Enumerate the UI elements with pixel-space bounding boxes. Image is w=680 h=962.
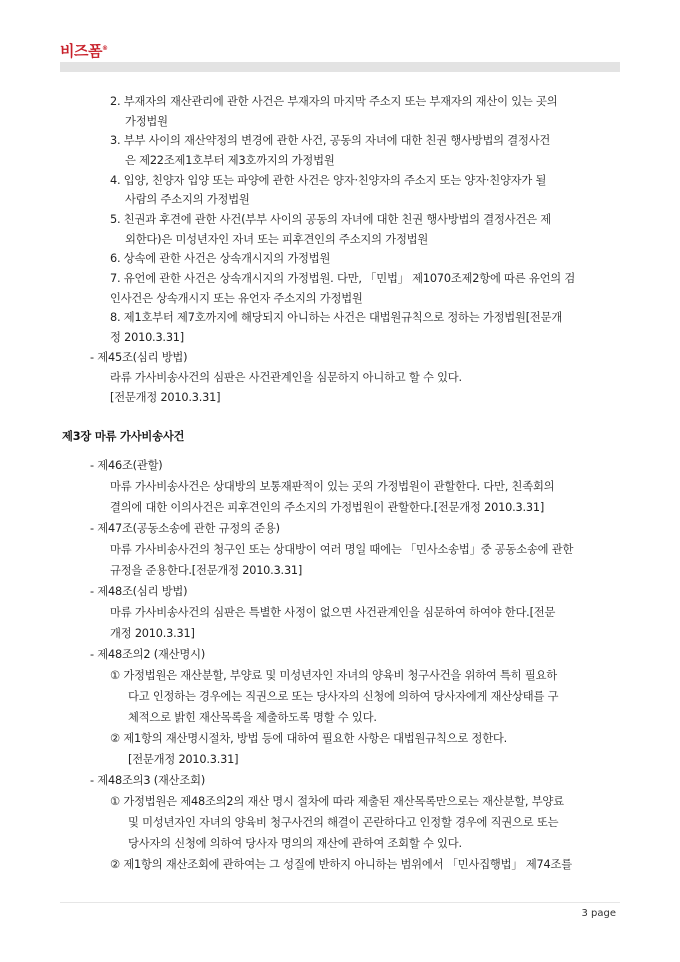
list-item-8-cont: 정 2010.3.31]	[110, 331, 185, 344]
article-48-3-heading: - 제48조의3 (재산조회)	[90, 774, 206, 787]
list-item-6: 6. 상속에 관한 사건은 상속개시지의 가정법원	[110, 252, 331, 265]
article-48-3-para-2: ② 제1항의 재산조회에 관하여는 그 성질에 반하지 아니하는 범위에서 「민사집행법」 제74조를	[110, 858, 572, 871]
bizform-logo	[60, 40, 107, 61]
article-45-body: 라류 가사비송사건의 심판은 사건관계인을 심문하지 아니하고 할 수 있다.	[110, 371, 462, 384]
list-item-4: 4. 입양, 친양자 입양 또는 파양에 관한 사건은 양자·친양자의 주소지 또는 양자·친양자가 될	[110, 174, 547, 187]
article-45-revision: [전문개정 2010.3.31]	[110, 391, 221, 404]
article-47-body-1: 마류 가사비송사건의 청구인 또는 상대방이 여러 명일 때에는 「민사소송법」중 공동소송에 관한	[110, 543, 574, 556]
article-46-body-2: 결의에 대한 이의사건은 피후견인의 주소지의 가정법원이 관할한다.[전문개정 2010.3.31]	[110, 501, 545, 514]
list-item-5-cont: 외한다)은 미성년자인 자녀 또는 피후견인의 주소지의 가정법원	[125, 233, 429, 246]
article-48-body-2: 개정 2010.3.31]	[110, 627, 195, 640]
article-48-3-para-1-cont: 및 미성년자인 자녀의 양육비 청구사건의 해결이 곤란하다고 인정할 경우에 직권으로 또는	[128, 816, 559, 829]
list-item-3: 3. 부부 사이의 재산약정의 변경에 관한 사건, 공동의 자녀에 대한 친권 행사방법의 결정사건	[110, 134, 551, 147]
chapter-3-heading: 제3장 마류 가사비송사건	[62, 430, 185, 443]
page-number: 3 page	[581, 908, 616, 919]
article-47-body-2: 규정을 준용한다.[전문개정 2010.3.31]	[110, 564, 303, 577]
article-48-2-heading: - 제48조의2 (재산명시)	[90, 648, 206, 661]
article-48-2-para-1: ① 가정법원은 재산분할, 부양료 및 미성년자인 자녀의 양육비 청구사건을 위하여 특히 필요하	[110, 669, 557, 682]
article-48-heading: - 제48조(심리 방법)	[90, 585, 188, 598]
list-item-4-cont: 사람의 주소지의 가정법원	[125, 193, 250, 206]
list-item-3-cont: 은 제22조제1호부터 제3호까지의 가정법원	[125, 154, 335, 167]
article-48-body-1: 마류 가사비송사건의 심판은 특별한 사정이 없으면 사건관계인을 심문하여 하여야 한다.[전문	[110, 606, 556, 619]
article-47-heading: - 제47조(공동소송에 관한 규정의 준용)	[90, 522, 280, 535]
article-48-3-para-1-cont: 당사자의 신청에 의하여 당사자 명의의 재산에 관하여 조회할 수 있다.	[128, 837, 462, 850]
header-bar	[60, 62, 620, 72]
list-item-8: 8. 제1호부터 제7호까지에 해당되지 아니하는 사건은 대법원규칙으로 정하는 가정법원[전문개	[110, 311, 563, 324]
article-48-2-revision: [전문개정 2010.3.31]	[128, 753, 239, 766]
logo-text: 비즈폼	[60, 42, 102, 60]
list-item-2-cont: 가정법원	[125, 115, 168, 128]
article-45-heading: - 제45조(심리 방법)	[90, 351, 188, 364]
article-48-2-para-1-cont: 다고 인정하는 경우에는 직권으로 또는 당사자의 신청에 의하여 당사자에게 재산상태를 구	[128, 690, 559, 703]
list-item-5: 5. 친권과 후견에 관한 사건(부부 사이의 공동의 자녀에 대한 친권 행사방법의 결정사건은 제	[110, 213, 551, 226]
list-item-7: 7. 유언에 관한 사건은 상속개시지의 가정법원. 다만, 「민법」 제1070조제2항에 따른 유언의 검	[110, 272, 576, 285]
article-48-3-para-1: ① 가정법원은 제48조의2의 재산 명시 절차에 따라 제출된 재산목록만으로는 재산분할, 부양료	[110, 795, 564, 808]
list-item-2: 2. 부재자의 재산관리에 관한 사건은 부재자의 마지막 주소지 또는 부재자의 재산이 있는 곳의	[110, 95, 558, 108]
list-item-7-cont: 인사건은 상속개시지 또는 유언자 주소지의 가정법원	[110, 292, 363, 305]
article-46-body-1: 마류 가사비송사건은 상대방의 보통재판적이 있는 곳의 가정법원이 관할한다. 다만, 친족회의	[110, 480, 555, 493]
article-48-2-para-1-cont: 체적으로 밝힌 재산목록을 제출하도록 명할 수 있다.	[128, 711, 377, 724]
article-48-2-para-2: ② 제1항의 재산명시절차, 방법 등에 대하여 필요한 사항은 대법원규칙으로 정한다.	[110, 732, 508, 745]
article-46-heading: - 제46조(관할)	[90, 459, 163, 472]
registered-mark: ®	[101, 45, 108, 52]
footer-rule	[60, 902, 620, 903]
